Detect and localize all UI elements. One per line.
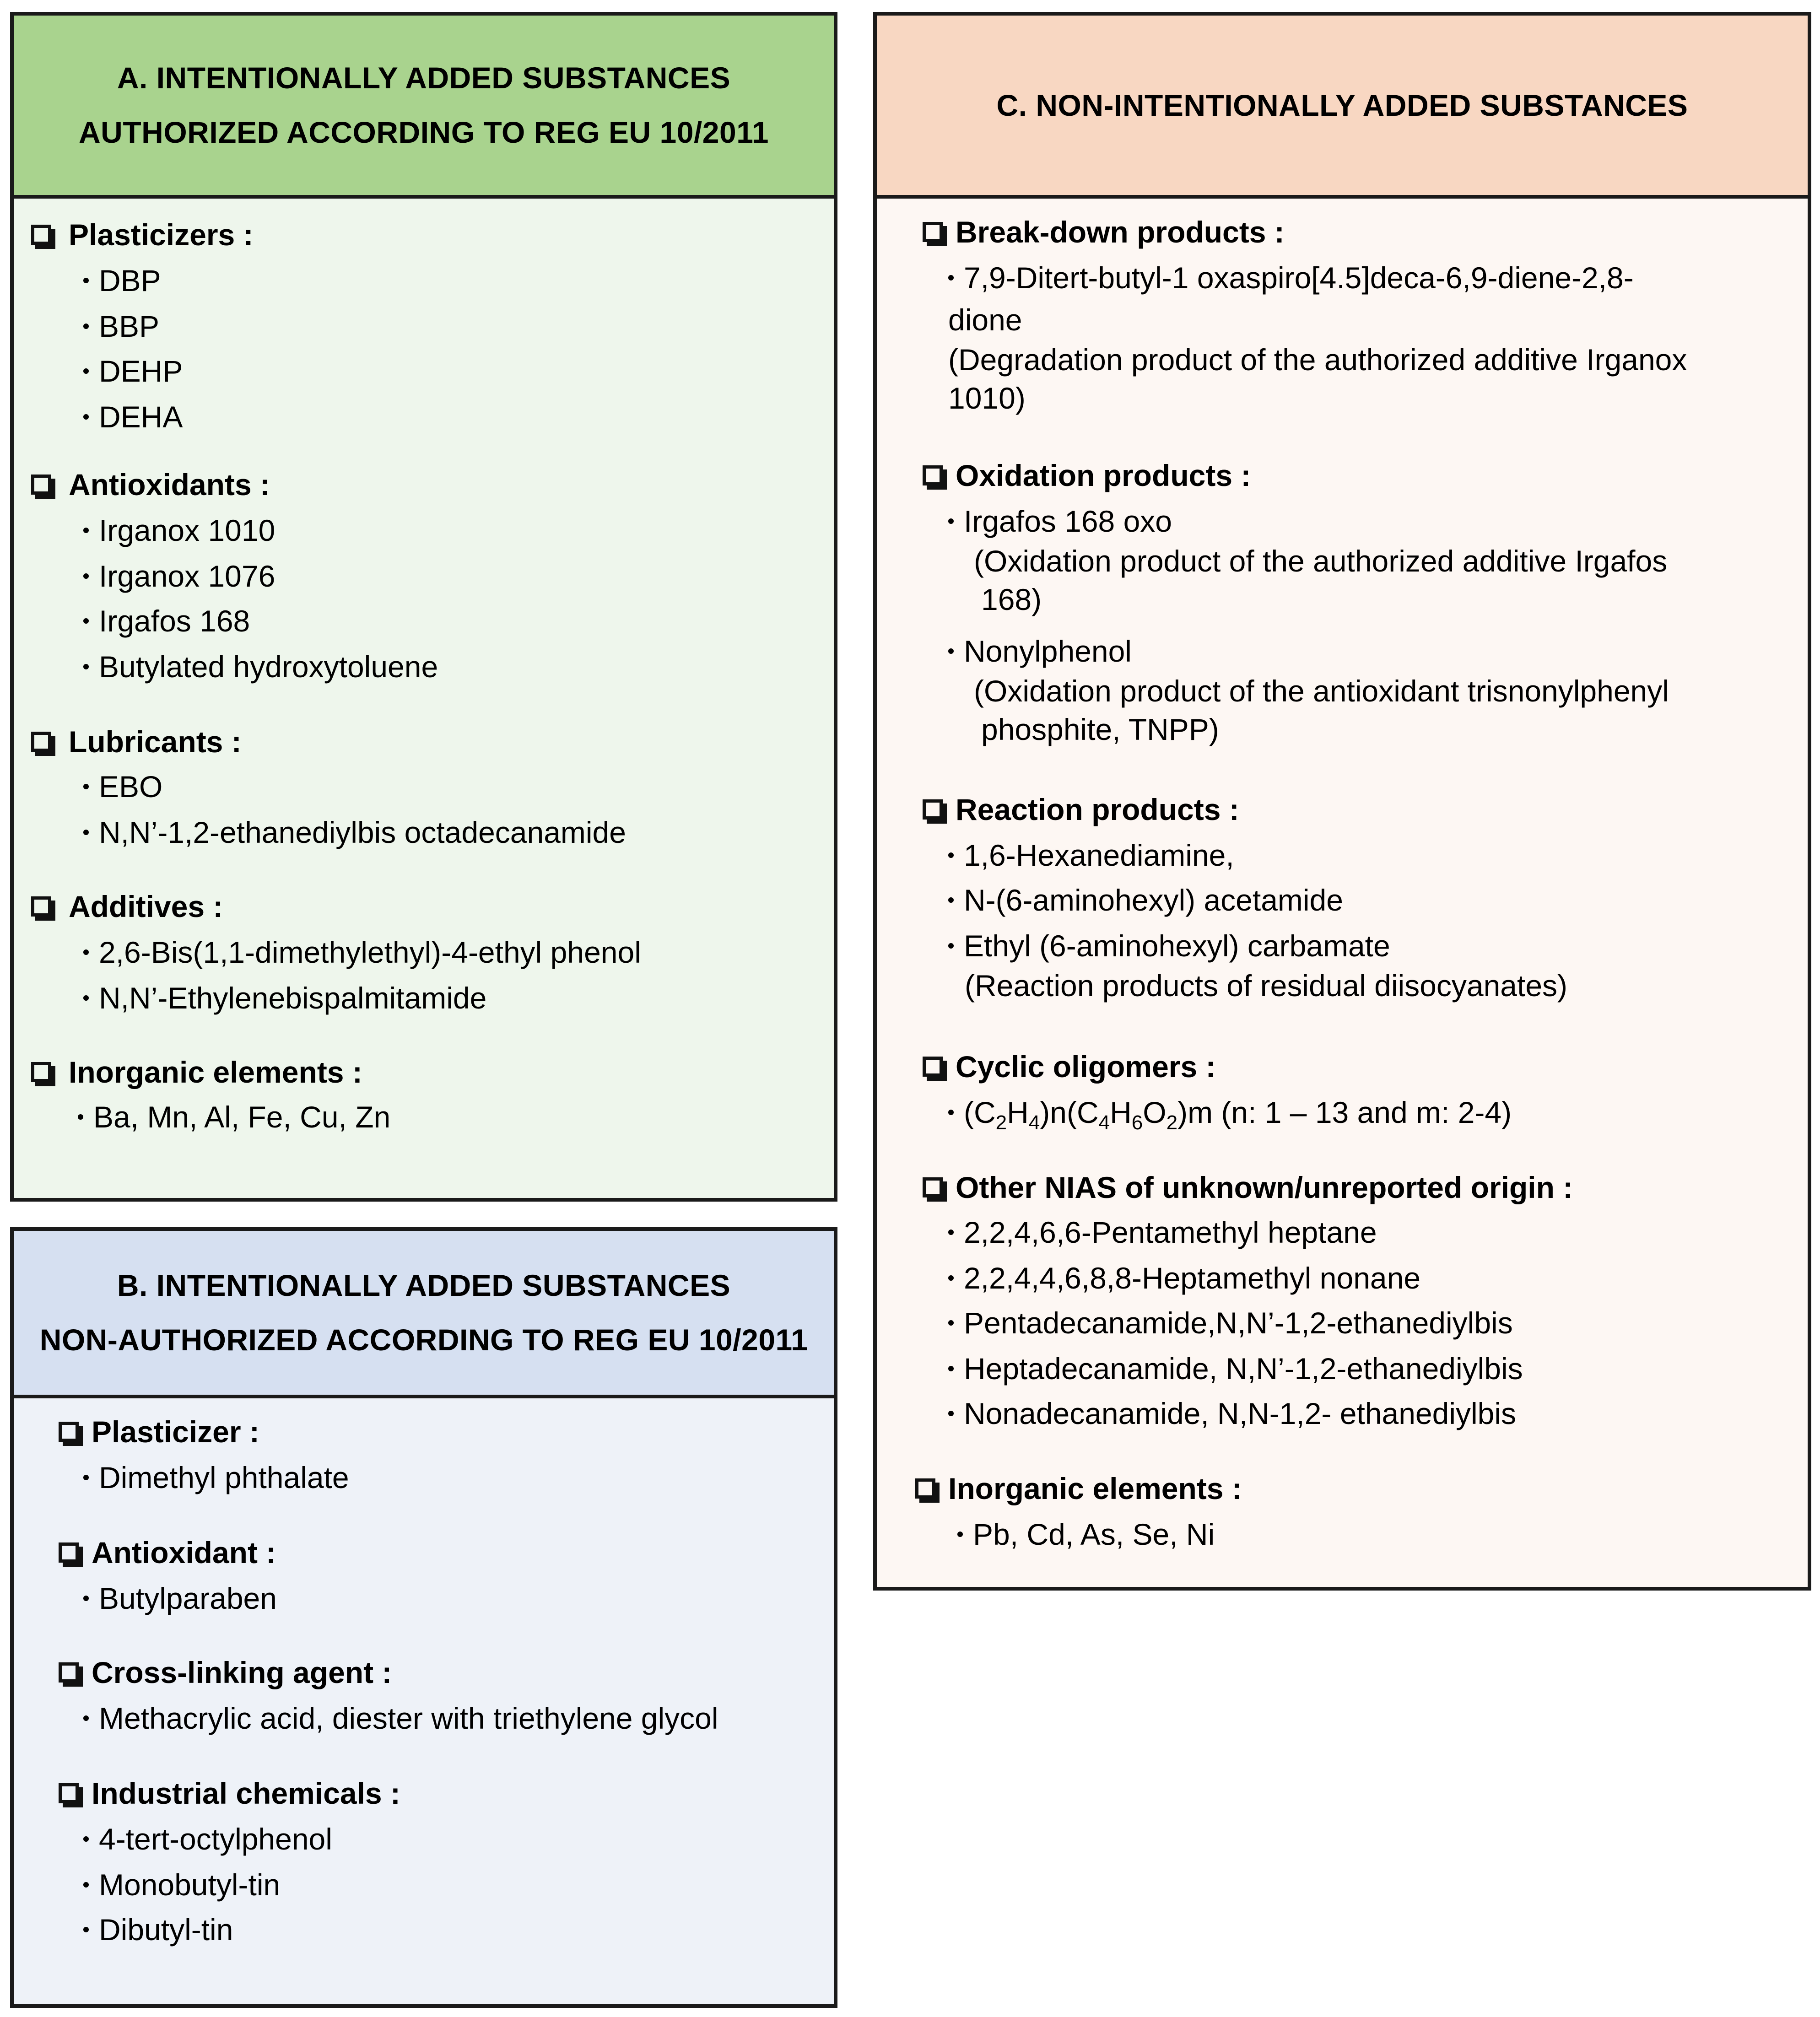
list-item: Pentadecanamide,N,N’-1,2-ethanediylbis bbox=[948, 1308, 1513, 1338]
list-item: EBO bbox=[83, 771, 162, 802]
list-item: N,N’-Ethylenebispalmitamide bbox=[83, 983, 486, 1013]
checkbox-icon bbox=[59, 1422, 79, 1442]
checkbox-icon bbox=[923, 222, 943, 242]
checkbox-icon bbox=[915, 1478, 935, 1499]
section-title: Cyclic oligomers : bbox=[956, 1050, 1216, 1084]
section-title: Antioxidants : bbox=[69, 468, 270, 502]
section-plasticizers bbox=[31, 220, 254, 250]
panel-b-body bbox=[14, 1398, 834, 2004]
bullet-icon bbox=[83, 528, 89, 533]
list-item: Butylparaben bbox=[83, 1583, 277, 1613]
checkbox-icon bbox=[59, 1542, 79, 1563]
bullet-icon bbox=[948, 943, 954, 949]
list-item: 1,6-Hexanediamine, bbox=[948, 840, 1234, 870]
list-item: Methacrylic acid, diester with triethylene glycol bbox=[83, 1703, 718, 1733]
bullet-icon bbox=[83, 324, 89, 329]
note-line: 168) bbox=[981, 582, 1042, 616]
section-title: Break-down products : bbox=[956, 215, 1285, 249]
note-line: (Oxidation product of the authorized additive Irgafos bbox=[974, 544, 1668, 578]
section-title: Additives : bbox=[69, 890, 223, 923]
list-item: Irganox 1010 bbox=[83, 515, 275, 545]
section-industrial-chemicals bbox=[59, 1778, 400, 1808]
list-item: Ethyl (6-aminohexyl) carbamate bbox=[948, 931, 1390, 961]
section-break-down-products bbox=[923, 217, 1285, 247]
list-item: N,N’-1,2-ethanediylbis octadecanamide bbox=[83, 817, 626, 847]
section-title: Oxidation products : bbox=[956, 458, 1251, 492]
section-title: Reaction products : bbox=[956, 793, 1239, 826]
section-antioxidants bbox=[31, 469, 270, 500]
bullet-icon bbox=[948, 1320, 954, 1326]
bullet-icon bbox=[83, 573, 89, 579]
bullet-icon bbox=[948, 518, 954, 524]
bullet-icon bbox=[83, 1596, 89, 1601]
note-line: (Oxidation product of the antioxidant trisnonylphenyl bbox=[974, 674, 1669, 708]
list-item: Nonadecanamide, N,N-1,2- ethanediylbis bbox=[948, 1398, 1516, 1429]
bullet-icon bbox=[83, 368, 89, 374]
section-title: Antioxidant : bbox=[92, 1536, 276, 1569]
bullet-icon bbox=[83, 1836, 89, 1842]
panel-non-authorized-substances bbox=[10, 1227, 837, 2008]
list-item: 2,2,4,4,6,8,8-Heptamethyl nonane bbox=[948, 1263, 1420, 1293]
panel-a-header bbox=[14, 16, 834, 199]
section-cyclic-oligomers bbox=[923, 1052, 1216, 1082]
bullet-icon bbox=[83, 949, 89, 955]
section-title: Industrial chemicals : bbox=[92, 1776, 400, 1810]
bullet-icon bbox=[83, 1927, 89, 1932]
section-inorganic-elements bbox=[31, 1057, 362, 1087]
note-line: phosphite, TNPP) bbox=[981, 712, 1219, 746]
list-item: Dibutyl-tin bbox=[83, 1915, 233, 1945]
checkbox-icon bbox=[923, 799, 943, 820]
bullet-icon bbox=[948, 648, 954, 654]
checkbox-icon bbox=[31, 896, 51, 917]
list-item: Dimethyl phthalate bbox=[83, 1462, 349, 1493]
bullet-icon bbox=[948, 1275, 954, 1281]
bullet-icon bbox=[83, 784, 89, 789]
panel-a-body bbox=[14, 199, 834, 1198]
list-item: Irganox 1076 bbox=[83, 561, 275, 591]
section-title: Lubricants : bbox=[69, 725, 242, 759]
note-line: (Reaction products of residual diisocyanates) bbox=[965, 969, 1568, 1003]
section-oxidation-products bbox=[923, 460, 1251, 491]
panel-a-heading-line1: A. INTENTIONALLY ADDED SUBSTANCES bbox=[117, 61, 731, 95]
section-reaction-products bbox=[923, 794, 1239, 825]
section-other-nias bbox=[923, 1172, 1573, 1203]
list-item-formula: $(C_2H_4)n(C_4H_6O_2)m$ (n: 1 – 13 and m: 2-4) bbox=[948, 1097, 1512, 1127]
section-title: Inorganic elements : bbox=[948, 1472, 1242, 1505]
list-item: Ba, Mn, Al, Fe, Cu, Zn bbox=[78, 1102, 390, 1132]
list-item: DEHP bbox=[83, 356, 183, 386]
list-item: DBP bbox=[83, 265, 161, 296]
note-line: 1010) bbox=[948, 381, 1026, 415]
section-plasticizer bbox=[59, 1417, 259, 1447]
list-item: Monobutyl-tin bbox=[83, 1870, 280, 1900]
bullet-icon bbox=[948, 1230, 954, 1235]
panel-non-intentionally-added-substances bbox=[873, 12, 1811, 1591]
bullet-icon bbox=[948, 1110, 954, 1115]
bullet-icon bbox=[78, 1114, 83, 1120]
list-item: 2,6-Bis(1,1-dimethylethyl)-4-ethyl phenol bbox=[83, 937, 641, 967]
list-item: Pb, Cd, As, Se, Ni bbox=[957, 1519, 1215, 1549]
panel-authorized-substances bbox=[10, 12, 837, 1202]
panel-a-heading-line2: AUTHORIZED ACCORDING TO REG EU 10/2011 bbox=[79, 115, 769, 149]
panel-b-heading-line1: B. INTENTIONALLY ADDED SUBSTANCES bbox=[117, 1268, 731, 1303]
list-item: BBP bbox=[83, 311, 159, 341]
bullet-icon bbox=[83, 1475, 89, 1480]
bullet-icon bbox=[948, 897, 954, 903]
list-item: Butylated hydroxytoluene bbox=[83, 652, 438, 682]
section-title: Other NIAS of unknown/unreported origin : bbox=[956, 1170, 1573, 1204]
section-inorganic-elements bbox=[915, 1473, 1242, 1504]
list-item: 4-tert-octylphenol bbox=[83, 1824, 332, 1854]
section-antioxidant bbox=[59, 1537, 276, 1568]
panel-c-heading: C. NON-INTENTIONALLY ADDED SUBSTANCES bbox=[996, 88, 1688, 122]
panel-b-heading-line2: NON-AUTHORIZED ACCORDING TO REG EU 10/2011 bbox=[39, 1323, 808, 1357]
panel-c-header bbox=[877, 16, 1808, 199]
note-line: (Degradation product of the authorized additive Irganox bbox=[948, 343, 1687, 377]
bullet-icon bbox=[948, 275, 954, 280]
bullet-icon bbox=[83, 618, 89, 624]
checkbox-icon bbox=[31, 225, 51, 245]
list-item: Nonylphenol bbox=[948, 636, 1132, 666]
bullet-icon bbox=[83, 995, 89, 1001]
list-item: N-(6-aminohexyl) acetamide bbox=[948, 885, 1343, 915]
checkbox-icon bbox=[31, 1062, 51, 1082]
list-item: 7,9-Ditert-butyl-1 oxaspiro[4.5]deca-6,9-diene-2,8- bbox=[948, 263, 1634, 293]
section-lubricants bbox=[31, 727, 242, 757]
checkbox-icon bbox=[31, 732, 51, 752]
bullet-icon bbox=[83, 278, 89, 283]
list-item: Heptadecanamide, N,N’-1,2-ethanediylbis bbox=[948, 1354, 1523, 1384]
checkbox-icon bbox=[923, 1057, 943, 1077]
checkbox-icon bbox=[59, 1662, 79, 1683]
panel-c-body bbox=[877, 199, 1808, 1587]
list-item: Irgafos 168 bbox=[83, 606, 250, 636]
list-item: Irgafos 168 oxo bbox=[948, 506, 1172, 536]
bullet-icon bbox=[83, 1715, 89, 1721]
list-item: DEHA bbox=[83, 402, 183, 432]
section-cross-linking-agent bbox=[59, 1657, 392, 1688]
list-item-continuation: dione bbox=[948, 303, 1022, 337]
bullet-icon bbox=[83, 664, 89, 669]
section-title: Plasticizer : bbox=[92, 1415, 259, 1449]
panel-b-header bbox=[14, 1231, 834, 1398]
bullet-icon bbox=[83, 414, 89, 420]
checkbox-icon bbox=[923, 465, 943, 485]
section-title: Cross-linking agent : bbox=[92, 1656, 392, 1689]
bullet-icon bbox=[83, 1882, 89, 1888]
checkbox-icon bbox=[31, 475, 51, 495]
bullet-icon bbox=[948, 852, 954, 858]
section-title: Plasticizers : bbox=[69, 218, 254, 252]
bullet-icon bbox=[83, 830, 89, 835]
list-item: 2,2,4,6,6-Pentamethyl heptane bbox=[948, 1217, 1377, 1247]
bullet-icon bbox=[948, 1366, 954, 1371]
checkbox-icon bbox=[59, 1783, 79, 1803]
bullet-icon bbox=[948, 1411, 954, 1416]
checkbox-icon bbox=[923, 1177, 943, 1197]
section-additives bbox=[31, 891, 223, 922]
section-title: Inorganic elements : bbox=[69, 1055, 362, 1089]
bullet-icon bbox=[957, 1532, 963, 1537]
